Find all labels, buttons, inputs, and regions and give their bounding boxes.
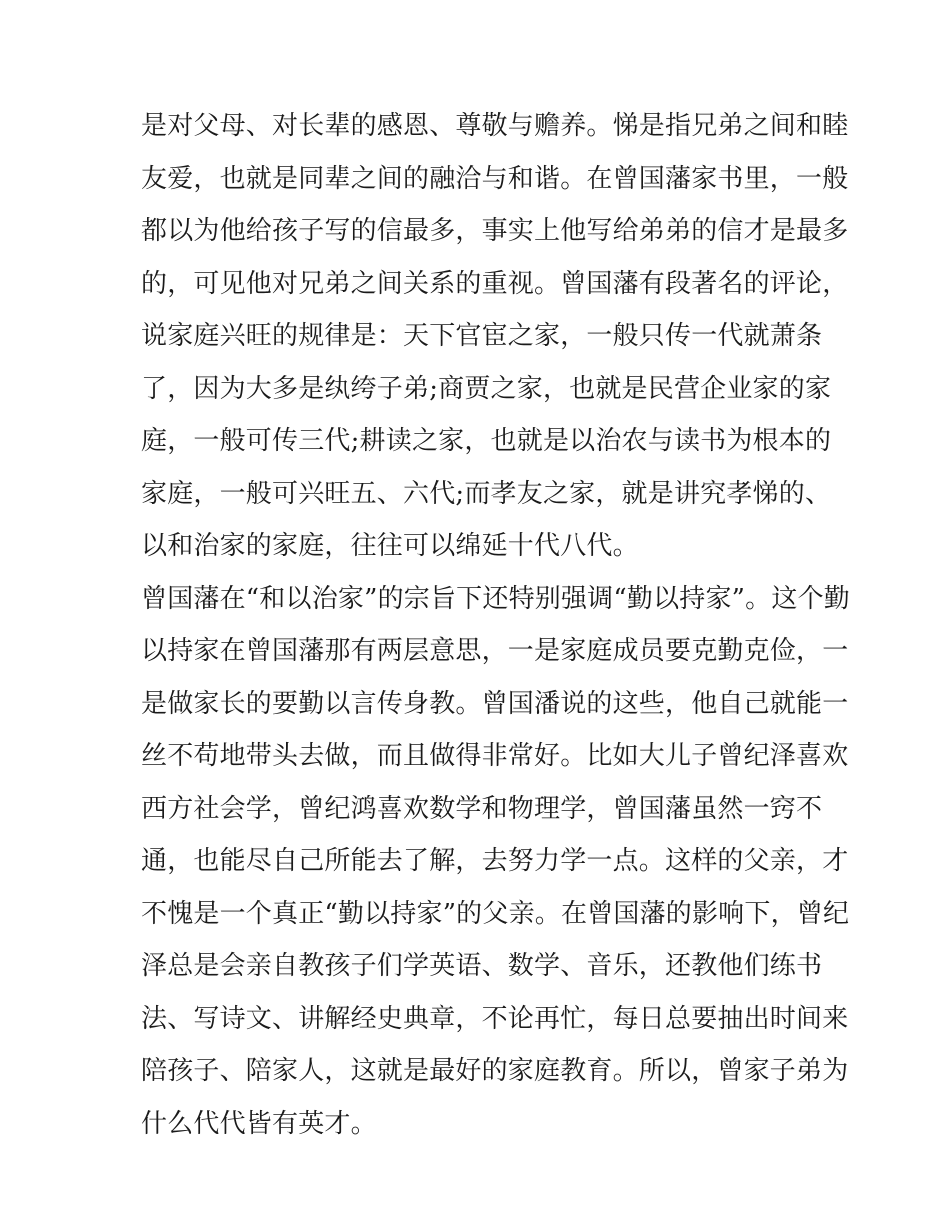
body-text [141, 100, 850, 1150]
text-line: 陪孩子、陪家人，这就是最好的家庭教育。所以，曾家子弟为 [141, 1056, 849, 1086]
text-line: 友爱，也就是同辈之间的融洽与和谐。在曾国藩家书里，一般 [141, 163, 849, 194]
text-line: 什么代代皆有英才。 [141, 1108, 377, 1139]
text-line: 了，因为大多是纨绔子弟;商贾之家，也就是民营企业家的家 [141, 373, 832, 404]
text-line: 家庭，一般可兴旺五、六代;而孝友之家，就是讲究孝悌的、 [141, 478, 832, 509]
text-line: 以和治家的家庭，往往可以绵延十代八代。 [141, 531, 639, 561]
text-line: 西方社会学，曾纪鸿喜欢数学和物理学，曾国藩虽然一窍不 [141, 793, 823, 824]
text-line: 曾国藩在“和以治家”的宗旨下还特别强调“勤以持家”。这个勤 [141, 583, 850, 614]
text-line: 通，也能尽自己所能去了解，去努力学一点。这样的父亲，才 [141, 846, 849, 876]
text-line: 以持家在曾国藩那有两层意思，一是家庭成员要克勤克俭，一 [141, 636, 849, 666]
text-line: 是做家长的要勤以言传身教。曾国潘说的这些，他自己就能一 [141, 688, 849, 719]
text-line: 说家庭兴旺的规律是：天下官宦之家，一般只传一代就萧条 [141, 321, 823, 351]
text-line: 法、写诗文、讲解经史典章，不论再忙，每日总要抽出时间来 [141, 1003, 849, 1034]
text-line: 的，可见他对兄弟之间关系的重视。曾国藩有段著名的评论， [141, 268, 849, 299]
text-line: 庭，一般可传三代;耕读之家，也就是以治农与读书为根本的 [141, 426, 832, 456]
text-line: 丝不苟地带头去做，而且做得非常好。比如大儿子曾纪泽喜欢 [141, 741, 849, 771]
text-line: 是对父母、对长辈的感恩、尊敬与赡养。悌是指兄弟之间和睦 [141, 111, 849, 141]
text-line: 泽总是会亲自教孩子们学英语、数学、音乐，还教他们练书 [141, 951, 823, 981]
text-line: 不愧是一个真正“勤以持家”的父亲。在曾国藩的影响下，曾纪 [141, 898, 850, 929]
text-line: 都以为他给孩子写的信最多，事实上他写给弟弟的信才是最多 [141, 216, 849, 246]
